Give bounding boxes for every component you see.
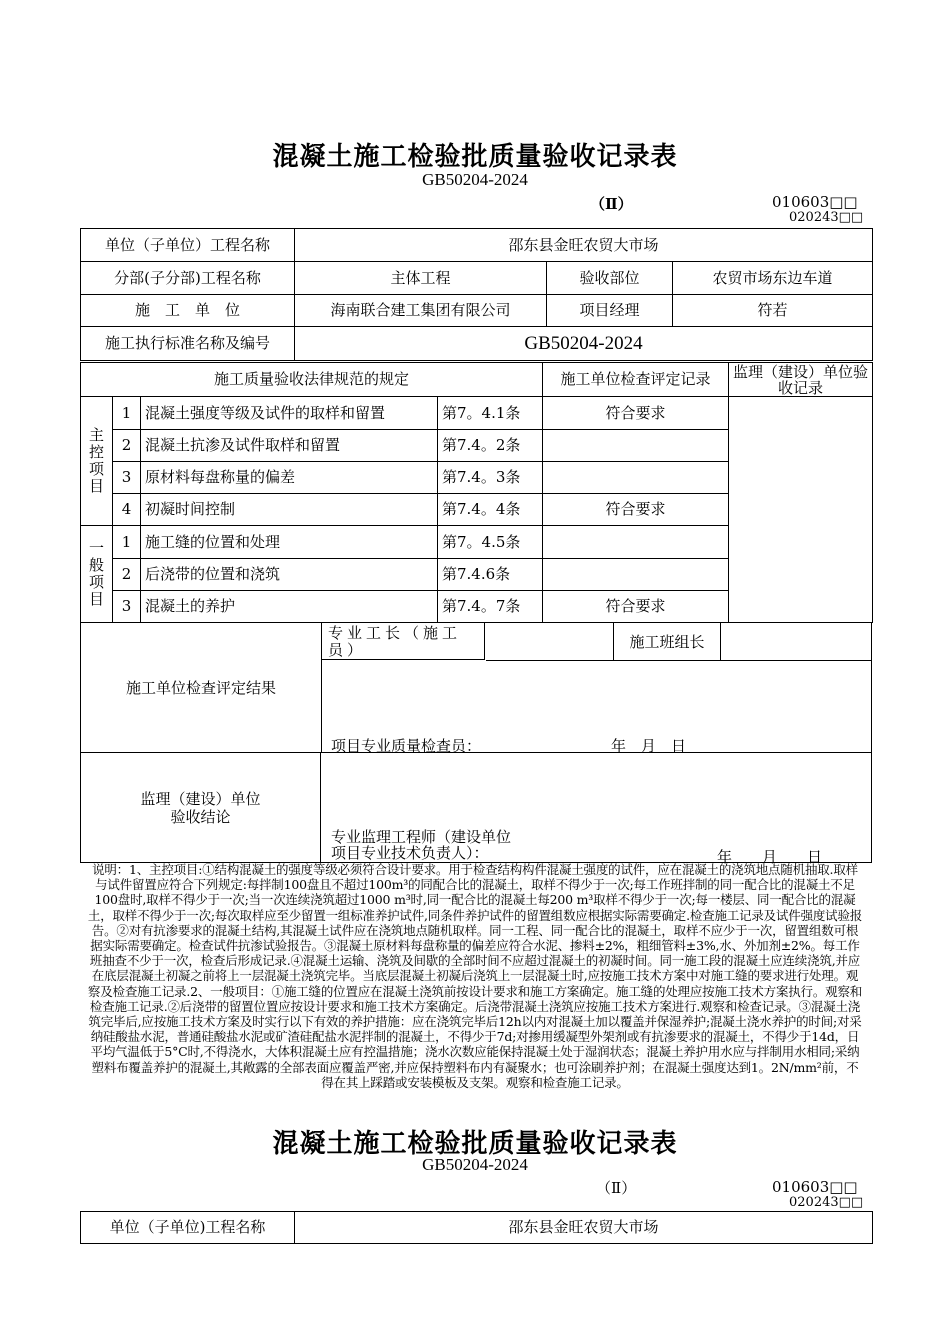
standard-code: GB50204-2024 (422, 170, 528, 189)
unit-value: 邵东县金旺农贸大市场 (295, 229, 873, 262)
second-roman-label: （Ⅱ） (596, 1179, 637, 1197)
sub-project-value: 主体工程 (295, 262, 547, 295)
notes-text: 说明：1、主控项目:①结构混凝土的强度等级必须符合设计要求。用于检查结构构件混凝土强度的试件，应在混凝土的浇筑地点随机抽取.取样与试件留置应符合下列规定:每拌制100盘且不超过100m³的同配合比的混凝土，取样不得少于一次;每工作班拌制的同一配合比的混凝土不足100盘时,取样不得少于一次;当一次连续浇筑超过1000 m³时,同一配合比的混凝土每200 m³取样不得少于一次;每一楼层、同一配合比的混凝土，取样不得少于一次;每次取样应至少留置一组标准养护试件,同条件养护试件的留置组数应根据实际需要确定.检查施工记录及试件强度试验报告。②对有抗渗要求的混凝土结构,其混凝土试件应在浇筑地点随机取样。同一工程、同一配合比的混凝土，取样不应少于一次，留置组数可根据实际需要确定。检查试件抗渗试验报告。③混凝土原材料每盘称量的偏差应符合水泥、掺料±2%，粗细管料±3%,水、外加剂±2%。每工作班抽查不少于一次，检查后形成记录.④混凝土运输、浇筑及间歇的全部时间不应超过混凝土的初凝时间。同一施工段的混凝土应连续浇筑,并应在底层混凝土初凝之前将上一层混凝土浇筑完毕。当底层混凝土初凝后浇筑上一层混凝土时,应按施工技术方案中对施工缝的要求进行处理。观察及检查施工记录.2、一般项目：①施工缝的位置应在混凝土浇筑前按设计要求和施工方案确定。施工缝的处理应按施工技术方案执行。观察和检查施工记录.②后浇带的留置位置应按设计要求和施工技术方案确定。后浇带混凝土浇筑应按施工技术方案进行.观察和检查记录。③混凝土浇筑完毕后,应按施工技术方案及时实行以下有效的养护措施：应在浇筑完毕后12h以内对混凝土加以覆盖并保湿养护;混凝土浇水养护的时间;对采纳硅酸盐水泥，普通硅酸盐水泥或矿渣硅配盐水泥拌制的混凝土，不得少于7d;对掺用缓凝型外架剂或有抗渗要求的混凝土，不得少于14d，日平均气温低于5°C时,不得浇水，大体积混凝土应有控温措施；浇水次数应能保持混凝土处于湿润状态；混凝土养护用水应与拌制用水相同;采纳塑料布覆盖养护的混凝土,其敞露的全部表面应覆盖严密,并应保持塑料布内有凝聚水；也可涂刷养护剂；在混凝土强度达到1。2N/mm²前，不得在其上踩踏或安装模板及支架。观察和检查施工记录。 (87, 862, 863, 1090)
construction-result-block (80, 622, 872, 753)
construction-date: 年 月 日 (611, 737, 687, 755)
item-no: 1 (113, 526, 141, 559)
construction-result-label: 施工单位检查评定结果 (81, 622, 322, 752)
roman-label: （Ⅱ） (590, 195, 633, 213)
page-title: 混凝土施工检验批质量验收记录表 (272, 142, 678, 172)
team-leader-value (720, 622, 871, 661)
item-name: 混凝土的养护 (141, 591, 438, 623)
second-page-title: 混凝土施工检验批质量验收记录表 (272, 1129, 678, 1159)
second-unit-value: 邵东县金旺农贸大市场 (295, 1212, 873, 1244)
item-clause: 第7.4。3条 (438, 462, 543, 494)
supervise-record-cell (729, 397, 873, 623)
item-no: 4 (113, 494, 141, 526)
item-clause: 第7。4.1条 (438, 397, 543, 430)
form-code-2: 020243□□ (789, 210, 864, 225)
second-form-code-2: 020243□□ (789, 1195, 864, 1210)
item-result (543, 462, 729, 494)
unit-label: 单位（子单位）工程名称 (81, 229, 295, 262)
standard-value: GB50204-2024 (295, 327, 873, 361)
second-standard-code: GB50204-2024 (422, 1155, 528, 1174)
item-no: 2 (113, 430, 141, 462)
item-result: 符合要求 (543, 397, 729, 430)
items-table (80, 362, 873, 623)
item-name: 施工缝的位置和处理 (141, 526, 438, 559)
second-unit-label: 单位（子单位)工程名称 (81, 1212, 295, 1244)
item-clause: 第7。4.5条 (438, 526, 543, 559)
second-info-table (80, 1211, 873, 1244)
supervising-engineer-label: 专业监理工程师（建设单位项目专业技术负责人）： (331, 828, 512, 862)
item-clause: 第7.4。7条 (438, 591, 543, 623)
acceptance-part-label: 验收部位 (547, 262, 673, 295)
sub-project-label: 分部(子分部)工程名称 (81, 262, 295, 295)
item-no: 3 (113, 462, 141, 494)
item-clause: 第7.4.6条 (438, 559, 543, 591)
item-clause: 第7.4。2条 (438, 430, 543, 462)
item-name: 原材料每盘称量的偏差 (141, 462, 438, 494)
item-name: 后浇带的位置和浇筑 (141, 559, 438, 591)
acceptance-part-value: 农贸市场东边车道 (673, 262, 873, 295)
standard-label: 施工执行标准名称及编号 (81, 327, 295, 361)
general-items-group-label: 一般项目 (81, 526, 113, 623)
item-result (543, 559, 729, 591)
second-form-code-1: 010603□□ (772, 1178, 858, 1196)
supervision-block (80, 752, 872, 866)
project-manager-value: 符若 (673, 295, 873, 327)
main-items-group-label: 主控项目 (81, 397, 113, 526)
item-name: 混凝土强度等级及试件的取样和留置 (141, 397, 438, 430)
supervision-label-line1: 监理（建设）单位 (140, 790, 261, 808)
item-no: 1 (113, 397, 141, 430)
item-result (543, 526, 729, 559)
item-result (543, 430, 729, 462)
item-result: 符合要求 (543, 494, 729, 526)
quality-inspector-label: 项目专业质量检查员： (331, 737, 482, 755)
team-leader-label: 施工班组长 (613, 622, 721, 661)
supervision-label (81, 752, 321, 862)
supervision-label-line2: 验收结论 (170, 808, 231, 826)
builder-label: 施 工 单 位 (81, 295, 295, 327)
builder-value: 海南联合建工集团有限公司 (295, 295, 547, 327)
check-header: 施工单位检查评定记录 (543, 363, 729, 397)
item-clause: 第7.4。4条 (438, 494, 543, 526)
form-code-1: 010603□□ (772, 193, 858, 211)
supervision-date: 年 月 日 (717, 848, 823, 866)
spec-header: 施工质量验收法律规范的规定 (81, 363, 543, 397)
item-name: 混凝土抗渗及试件取样和留置 (141, 430, 438, 462)
item-result: 符合要求 (543, 591, 729, 623)
table-row (81, 397, 873, 430)
item-name: 初凝时间控制 (141, 494, 438, 526)
info-table (80, 228, 873, 361)
foreman-label: 专业工长（施工员） (322, 622, 485, 660)
project-manager-label: 项目经理 (547, 295, 673, 327)
item-no: 3 (113, 591, 141, 623)
supervise-header: 监理（建设）单位验收记录 (729, 363, 873, 397)
foreman-value (486, 622, 613, 661)
item-no: 2 (113, 559, 141, 591)
